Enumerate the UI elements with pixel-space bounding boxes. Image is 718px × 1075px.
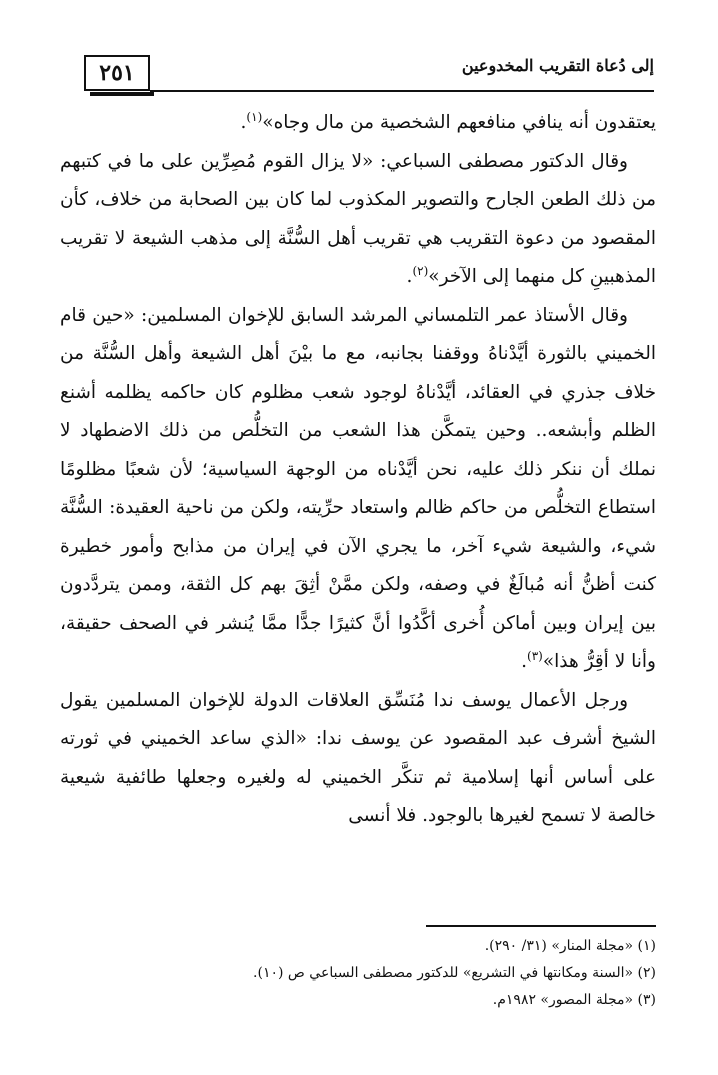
paragraph (60, 143, 656, 297)
header-rule (150, 90, 654, 92)
paragraph-tail: . (521, 651, 527, 672)
footnote: (٢) «السنة ومكانتها في التشريع» للدكتور مصطفى السباعي ص (١٠). (253, 965, 656, 981)
paragraph-tail: . (406, 266, 413, 287)
footnote-ref: (٣) (527, 648, 543, 663)
footnote-ref: (١) (246, 109, 263, 124)
footnote-ref: (٢) (412, 263, 429, 278)
paragraph-text: يعتقدون أنه ينافي منافعهم الشخصية من مال وجاه» (262, 112, 656, 133)
paragraph (60, 297, 656, 682)
footnote: (٣) «مجلة المصور» ١٩٨٢م. (492, 992, 656, 1008)
footnote-rule (426, 925, 656, 927)
paragraph (60, 104, 656, 143)
page-number: ٢٥١ (84, 55, 150, 91)
paragraph-text: وقال الأستاذ عمر التلمساني المرشد السابق للإخوان المسلمين: «حين قام الخميني بالثورة أيَّدْناهُ ووقفنا بجانبه، مع ما بيْنَ أهل الشيعة وأهل السُّنَّة من خلاف جذري في العقائد، أيَّدْناهُ لوجود شعب مظلوم كان حاكمه يظلمه أشنع الظلم وأبشعه.. وحين يتمكَّن هذا الشعب من التخلُّص من ذلك الاضطهاد لا نملك أن ننكر ذلك عليه، نحن أيَّدْناه من الوجهة السياسية؛ لأن شعبًا مظلومًا استطاع التخلُّص من حاكم ظالم واستعاد حرِّيته، ولكن من ناحية العقيدة: السُّنَّة شيء، والشيعة شيء آخر، ما يجري الآن في إيران من مذابح وأمور خطيرة كنت أظنُّ أنه مُبالَغٌ في وصفه، ولكن ممَّنْ أثِقَ بهم كل الثقة، وممن يتردَّدون بين إيران وبين أماكن أُخرى أكَّدُوا أنَّ كثيرًا جدًّا ممَّا يُنشر في الصحف حقيقة، وأنا لا أقِرُّ هذا» (60, 304, 656, 672)
paragraph-text: ورجل الأعمال يوسف ندا مُنَسِّق العلاقات الدولة للإخوان المسلمين يقول الشيخ أشرف عبد المقصود عن يوسف ندا: «الذي ساعد الخميني في ثورته على أساس أنها إسلامية ثم تنكَّر الخميني له ولغيره وجعلها طائفية شيعية خالصة لا تسمح لغيرها بالوجود. فلا أنسى (60, 689, 656, 826)
running-title: إلى دُعاة التقريب المخدوعين (461, 56, 654, 75)
paragraph-tail: . (240, 112, 247, 133)
paragraph-text: وقال الدكتور مصطفى السباعي: «لا يزال القوم مُصِرِّين على ما في كتبهم من ذلك الطعن الجارح والتصوير المكذوب لما كان بين الصحابة من خلاف، كأن المقصود من دعوة التقريب هي تقريب أهل السُّنَّة إلى مذهب الشيعة لا تقريب المذهبينِ كل منهما إلى الآخر» (60, 150, 656, 287)
footnote: (١) «مجلة المنار» (٣١/ ٢٩٠). (484, 938, 656, 954)
page-header (84, 52, 654, 96)
paragraph (60, 682, 656, 836)
body-text (60, 104, 656, 836)
footnotes (60, 933, 656, 1014)
